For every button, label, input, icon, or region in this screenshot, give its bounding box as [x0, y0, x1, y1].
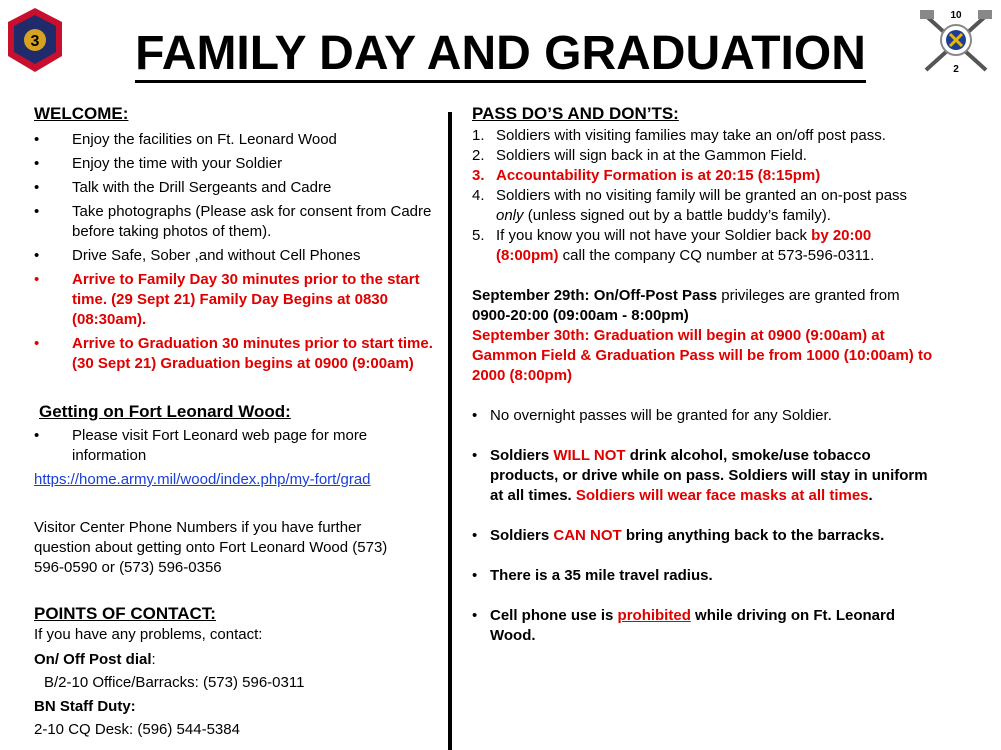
getting-on-text: Please visit Fort Leonard web page for more information	[72, 427, 368, 464]
staff-duty-label: BN Staff Duty:	[34, 698, 136, 715]
pass-num: 2.	[472, 147, 485, 164]
family-day-arrival: Arrive to Family Day 30 minutes prior to the start time. (29 Sept 21) Family Day Begins at 0830 (08:30am).	[72, 271, 420, 328]
rule-item: Cell phone use is prohibited while driving on Ft. Leonard Wood.	[490, 607, 896, 644]
contact-intro: If you have any problems, contact:	[34, 626, 263, 643]
pass-num: 1.	[472, 127, 485, 144]
pass-item: Soldiers with visiting families may take an on/off post pass.	[496, 127, 886, 144]
pass-item: Soldiers with no visiting family will be granted an on-post pass only (unless signed out by a battle buddy’s family).	[496, 187, 908, 224]
pass-num: 3.	[472, 167, 485, 184]
crest-top-number: 10	[950, 10, 962, 21]
column-divider	[448, 112, 452, 750]
sep30-graduation-info: September 30th: Graduation will begin at 0900 (9:00am) at Gammon Field & Graduation Pass will be from 1000 (10:00am) to 2000 (8:00pm)	[472, 327, 933, 384]
pass-num: 5.	[472, 227, 485, 244]
pass-item: Accountability Formation is at 20:15 (8:15pm)	[496, 167, 821, 184]
pass-num: 4.	[472, 187, 485, 204]
rule-item: There is a 35 mile travel radius.	[490, 567, 713, 584]
welcome-item: Take photographs (Please ask for consent from Cadre before taking photos of them).	[72, 203, 432, 240]
cq-desk-phone: 2-10 CQ Desk: (596) 544-5384	[34, 721, 240, 738]
getting-on-item: • Please visit Fort Leonard web page for more information	[34, 426, 444, 470]
grad-web-link[interactable]: https://home.army.mil/wood/index.php/my-fort/grad	[34, 471, 371, 488]
welcome-item: Talk with the Drill Sergeants and Cadre	[72, 179, 332, 196]
sep29-pass-info: September 29th: On/Off-Post Pass privileges are granted from 0900-20:00 (09:00am - 8:00pm)	[472, 287, 900, 324]
office-phone: B/2-10 Office/Barracks: (573) 596-0311	[44, 674, 305, 691]
welcome-heading: WELCOME:	[34, 104, 129, 123]
getting-on-heading: Getting on Fort Leonard Wood:	[39, 402, 291, 421]
rule-item: Soldiers WILL NOT drink alcohol, smoke/use tobacco products, or drive while on pass. Soldiers will stay in uniform at all times. Soldiers will wear face masks at all times.	[490, 447, 928, 504]
crest-bottom-number: 2	[953, 64, 959, 75]
welcome-item: Enjoy the facilities on Ft. Leonard Wood	[72, 131, 337, 148]
visitor-center-info: Visitor Center Phone Numbers if you have further question about getting onto Fort Leonard Wood (573) 596-0590 or (573) 596-0356	[34, 519, 388, 576]
dial-label: On/ Off Post dial:	[34, 651, 156, 668]
welcome-item: Enjoy the time with your Soldier	[72, 155, 283, 172]
welcome-item: Drive Safe, Sober ,and without Cell Phones	[72, 247, 361, 264]
rule-item: No overnight passes will be granted for any Soldier.	[490, 407, 832, 424]
welcome-list: • Enjoy the facilities on Ft. Leonard Wood • Enjoy the time with your Soldier • Talk with the Drill Sergeants and Cadre • Take photographs (Please ask for consent from Cadre before taking photos of them). • Drive Safe, Sober ,and without Cell Phones • Arrive to Family Day 30 minutes prior to the start time. (29 Sept 21) Family Day Begins at 0830 (08:30am). • Arrive to Graduation 30 minutes prior to start time. (30 Sept 21) Graduation begins at 0900 (9:00am)	[34, 130, 444, 400]
contact-heading: POINTS OF CONTACT:	[34, 604, 216, 623]
page-title: FAMILY DAY AND GRADUATION	[0, 26, 1001, 81]
pass-list	[472, 126, 992, 266]
pass-item: Soldiers will sign back in at the Gammon Field.	[496, 147, 807, 164]
pass-heading: PASS DO’S AND DON’TS:	[472, 104, 679, 123]
rule-item: Soldiers CAN NOT bring anything back to the barracks.	[490, 527, 885, 544]
pass-item: If you know you will not have your Soldier back by 20:00 (8:00pm) call the company CQ number at 573-596-0311.	[496, 227, 875, 264]
rules-list: • No overnight passes will be granted for any Soldier. • Soldiers WILL NOT drink alcohol, smoke/use tobacco products, or drive while on pass. Soldiers will stay in uniform at all times. Soldiers will wear face masks at all times. • Soldiers CAN NOT bring anything back to the barracks. • There is a 35 mile travel radius. • Cell phone use is prohibited while driving on Ft. Leonard Wood.	[472, 406, 997, 656]
graduation-arrival: Arrive to Graduation 30 minutes prior to start time. (30 Sept 21) Graduation begins at 0900 (9:00am)	[72, 335, 433, 372]
logo-number: 3	[30, 33, 40, 50]
